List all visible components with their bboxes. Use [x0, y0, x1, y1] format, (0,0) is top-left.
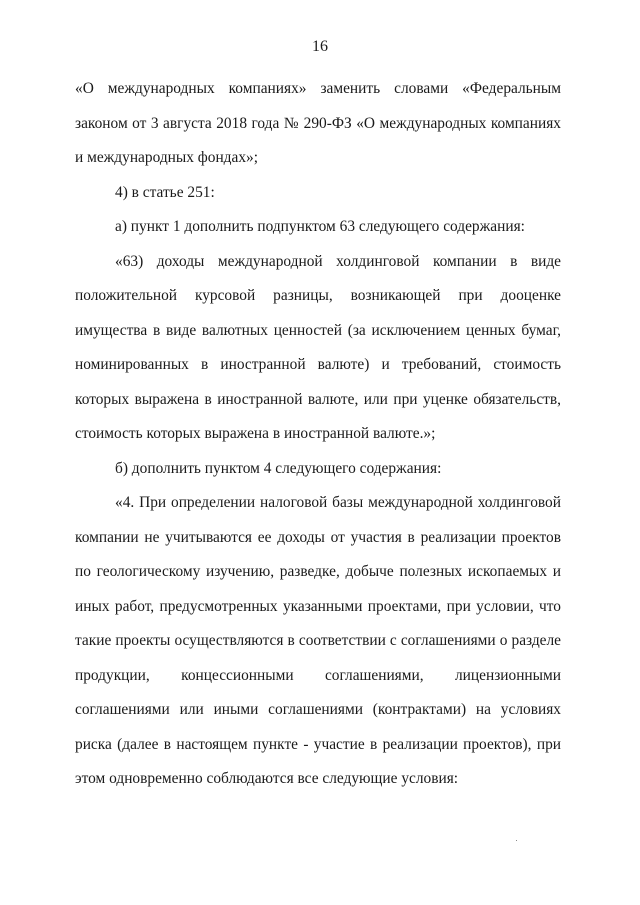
paragraph-subitem-b: б) дополнить пунктом 4 следующего содержания:: [115, 459, 442, 477]
document-body: [75, 72, 561, 797]
page-number: 16: [312, 38, 328, 55]
paragraph-subitem-a: а) пункт 1 дополнить подпунктом 63 следующего содержания:: [115, 218, 525, 235]
paragraph-continuation: «О международных компаниях» заменить словами «Федеральным законом от 3 августа 2018 года № 290-ФЗ «О международных компаниях и международных фондах»;: [75, 80, 561, 166]
scan-speck: [516, 840, 517, 841]
paragraph-point-4: «4. При определении налоговой базы международной холдинговой компании не учитываются ее доходы от участия в реализации проектов по геологическому изучению, разведке, добыче полезных ископаемых и иных работ, предусмотренных указанными проектами, при условии, что такие проекты осуществляются в соответствии с соглашениями о разделе продукции, концессионными соглашениями, лицензионными соглашениями или иными соглашениями (контрактами) на условиях риска (далее в настоящем пункте - участие в реализации проектов), при этом одновременно соблюдаются все следующие условия:: [75, 494, 561, 787]
paragraph-subpoint-63: «63) доходы международной холдинговой компании в виде положительной курсовой разницы, возникающей при дооценке имущества в виде валютных ценностей (за исключением ценных бумаг, номинированных в иностранной валюте) и требований, стоимость которых выражена в иностранной валюте, или при уценке обязательств, стоимость которых выражена в иностранной валюте.»;: [75, 252, 561, 442]
paragraph-item-4: 4) в статье 251:: [115, 183, 215, 201]
